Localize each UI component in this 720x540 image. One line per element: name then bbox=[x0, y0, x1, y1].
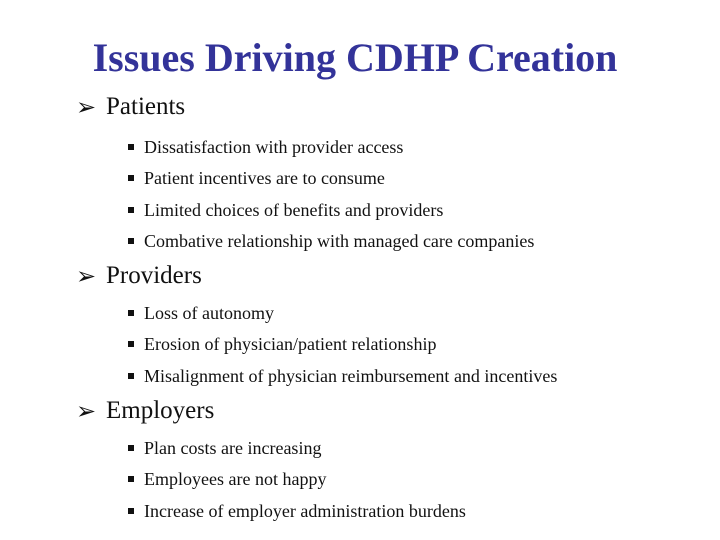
square-bullet-icon bbox=[128, 238, 134, 244]
list-item bbox=[128, 131, 696, 163]
arrow-right-icon: ➢ bbox=[76, 262, 97, 290]
section-heading bbox=[76, 396, 696, 426]
slide-title: Issues Driving CDHP Creation bbox=[92, 35, 618, 80]
list-item bbox=[128, 329, 696, 361]
list-item-text: Employees are not happy bbox=[144, 469, 327, 490]
section-heading bbox=[76, 92, 696, 122]
list-item-text: Misalignment of physician reimbursement and incentives bbox=[144, 365, 558, 386]
square-bullet-icon bbox=[128, 175, 134, 181]
list-item bbox=[128, 163, 696, 195]
list-item bbox=[128, 194, 696, 226]
section-label-patients: Patients bbox=[106, 93, 186, 120]
square-bullet-icon bbox=[128, 144, 134, 150]
list-item bbox=[128, 464, 696, 496]
square-bullet-icon bbox=[128, 310, 134, 316]
bullet-list bbox=[128, 432, 696, 527]
arrow-right-icon: ➢ bbox=[76, 93, 97, 121]
list-item-text: Increase of employer administration burdens bbox=[144, 500, 466, 521]
list-item bbox=[128, 360, 696, 392]
list-item-text: Patient incentives are to consume bbox=[144, 168, 385, 189]
arrow-right-icon: ➢ bbox=[76, 397, 97, 425]
list-item bbox=[128, 432, 696, 464]
section-employers bbox=[76, 396, 696, 527]
square-bullet-icon bbox=[128, 476, 134, 482]
list-item-text: Dissatisfaction with provider access bbox=[144, 136, 404, 157]
square-bullet-icon bbox=[128, 445, 134, 451]
section-providers bbox=[76, 261, 696, 392]
square-bullet-icon bbox=[128, 207, 134, 213]
list-item-text: Erosion of physician/patient relationship bbox=[144, 334, 437, 355]
section-label-employers: Employers bbox=[106, 397, 215, 424]
square-bullet-icon bbox=[128, 508, 134, 514]
list-item-text: Plan costs are increasing bbox=[144, 437, 322, 458]
list-item-text: Combative relationship with managed care companies bbox=[144, 231, 535, 252]
square-bullet-icon bbox=[128, 341, 134, 347]
section-heading bbox=[76, 261, 696, 291]
list-item-text: Limited choices of benefits and providers bbox=[144, 199, 444, 220]
square-bullet-icon bbox=[128, 373, 134, 379]
list-item bbox=[128, 226, 696, 258]
bullet-list bbox=[128, 297, 696, 392]
list-item-text: Loss of autonomy bbox=[144, 302, 274, 323]
bullet-list bbox=[128, 131, 696, 257]
section-label-providers: Providers bbox=[106, 262, 202, 289]
list-item bbox=[128, 495, 696, 527]
list-item bbox=[128, 297, 696, 329]
section-patients bbox=[76, 92, 696, 257]
